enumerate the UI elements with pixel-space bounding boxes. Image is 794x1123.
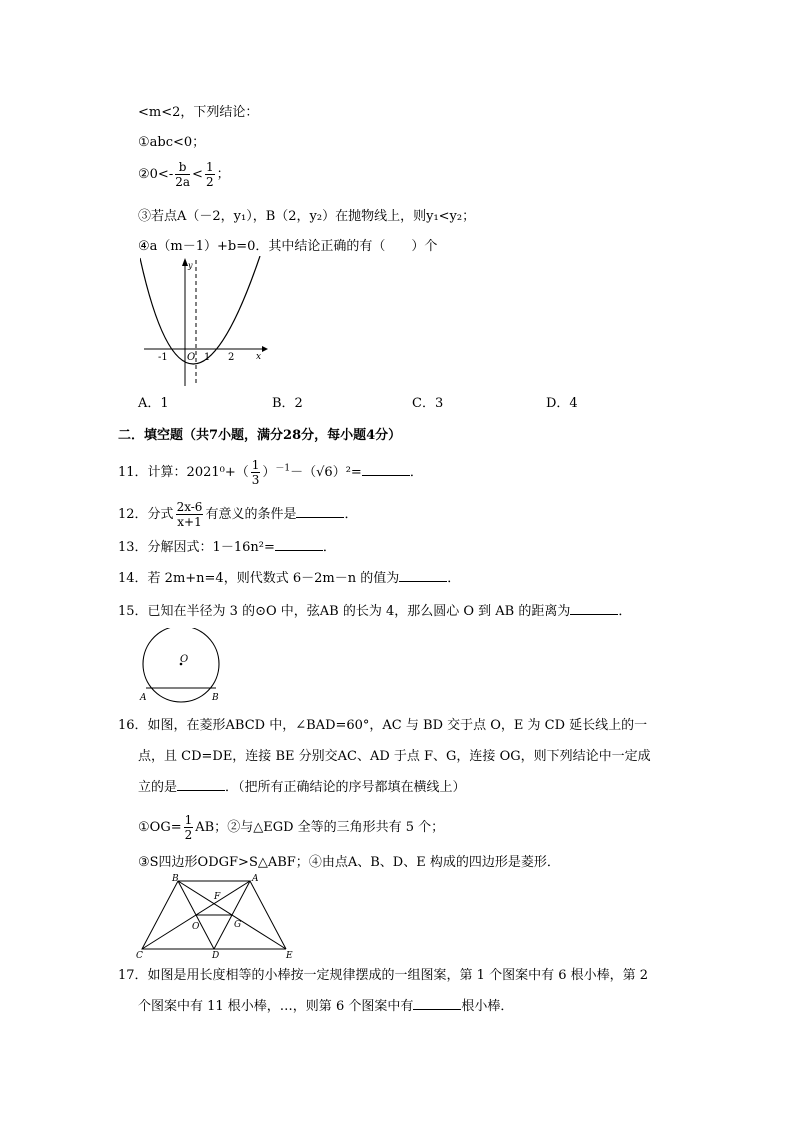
svg-text:A: A (252, 874, 259, 884)
option-d: D．4 (546, 396, 578, 411)
svg-text:O: O (192, 922, 200, 932)
question-11: 11．计算：2021⁰+（ $\frac{1}{3}$ ）$^{-1}$－（√6）²= ． (118, 458, 423, 487)
tick-1: 1 (204, 352, 211, 363)
fraction-1-2: $\frac{1}{2}$ (205, 160, 214, 189)
point-b-label: B (212, 693, 219, 703)
q10-statement-4: ④a（m－1）+b=0．其中结论正确的有（ ）个 (138, 239, 438, 254)
svg-text:E: E (286, 951, 293, 959)
question-15: 15．已知在半径为 3 的⊙O 中，弦AB 的长为 4，那么圆心 O 到 AB 的距离为 ． (118, 604, 632, 619)
parabola-curve (140, 256, 260, 364)
circled-1: ① (138, 135, 150, 150)
question-17-line-2: 个图案中有 11 根小棒，…，则第 6 个图案中有 根小棒． (138, 999, 514, 1014)
origin-label: O (187, 352, 196, 363)
option-c: C．3 (412, 396, 444, 411)
x-axis-label: x (256, 352, 262, 362)
answer-blank (275, 538, 323, 551)
parabola-graph (140, 256, 270, 388)
question-16-line-2: 点，且 CD=DE，连接 BE 分别交AC、AD 于点 F、G，连接 OG，则下列结论中一定成 (138, 749, 651, 764)
tick-2: 2 (228, 352, 235, 363)
answer-blank (399, 569, 447, 582)
question-16-conclusions-1-2: ①OG= $\frac{1}{2}$ AB；②与△EGD 全等的三角形共有 5 个； (138, 813, 445, 842)
q10-continuation: <m<2，下列结论： (138, 105, 259, 120)
answer-blank (570, 602, 618, 615)
circle-diagram (136, 628, 232, 706)
answer-blank (362, 463, 410, 476)
y-axis-label: y (188, 261, 193, 270)
answer-blank (413, 997, 461, 1010)
svg-text:B: B (172, 874, 179, 884)
option-b: B．2 (272, 396, 303, 411)
question-13: 13．分解因式：1－16n²= ． (118, 540, 336, 555)
svg-text:F: F (214, 892, 221, 902)
q10-statement-1: ①abc<0； (138, 135, 206, 150)
q10-statement-3: ③若点A（－2，y₁），B（2，y₂）在抛物线上，则y₁<y₂； (138, 209, 476, 224)
q10-statement-2: ②0<- $\frac{b}{2a}$ < $\frac{1}{2}$ ； (138, 160, 230, 189)
answer-blank (296, 505, 344, 518)
option-a: A．1 (138, 396, 169, 411)
answer-blank (177, 778, 225, 791)
tick-neg1: -1 (158, 352, 168, 363)
svg-text:D: D (212, 951, 220, 959)
question-14: 14．若 2m+n=4，则代数式 6－2m－n 的值为 ． (118, 571, 461, 586)
rhombus-diagram (136, 873, 306, 959)
fraction-b-2a: $\frac{b}{2a}$ (175, 160, 191, 189)
section-heading: 二．填空题（共7小题，满分28分，每小题4分） (118, 428, 402, 443)
question-16-line-3: 立的是 ．（把所有正确结论的序号都填在横线上） (138, 780, 466, 795)
question-17-line-1: 17．如图是用长度相等的小棒按一定规律摆成的一组图案，第 1 个图案中有 6 根小棒，第 2 (118, 968, 649, 983)
center-label: O (180, 654, 189, 665)
point-a-label: A (140, 693, 147, 703)
svg-text:C: C (136, 951, 143, 959)
question-16-line-1: 16．如图，在菱形ABCD 中，∠BAD=60°，AC 与 BD 交于点 O，E 为 CD 延长线上的一 (118, 718, 648, 733)
question-12: 12．分式 $\frac{2x-6}{x+1}$ 有意义的条件是 ． (118, 500, 358, 529)
svg-text:G: G (234, 920, 242, 930)
question-16-conclusions-3-4: ③S四边形ODGF>S△ABF；④由点A、B、D、E 构成的四边形是菱形． (138, 855, 560, 870)
